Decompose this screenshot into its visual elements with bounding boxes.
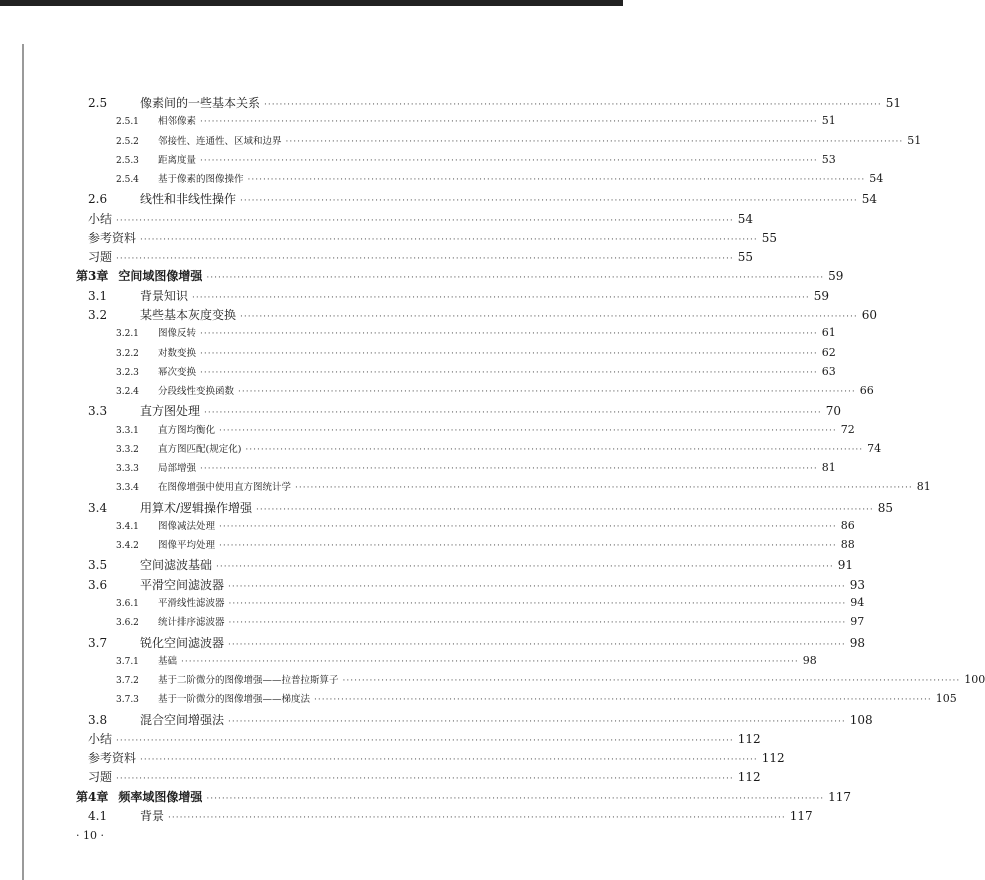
toc-entry[interactable] <box>88 556 854 576</box>
toc-entry-title: 像素间的一些基本关系 <box>140 96 261 110</box>
dot-leader: ································································································································································ <box>204 408 822 419</box>
toc-entry-title: 统计排序滤波器 <box>158 617 225 629</box>
toc-entry[interactable] <box>88 248 754 268</box>
toc-entry[interactable] <box>116 614 865 634</box>
dot-leader: ································································································································································ <box>200 367 818 378</box>
dot-leader: ································································································································································ <box>314 695 932 706</box>
toc-entry[interactable] <box>116 422 855 442</box>
toc-entry-title: 平滑线性滤波器 <box>158 598 225 610</box>
toc-entry[interactable] <box>88 190 878 210</box>
toc-entry[interactable] <box>88 807 813 827</box>
toc-entry-page: 55 <box>761 230 778 245</box>
toc-entry[interactable] <box>88 634 866 654</box>
toc-entry[interactable] <box>76 267 844 287</box>
toc-entry[interactable] <box>88 576 866 596</box>
toc-entry-title: 频率域图像增强 <box>118 789 203 804</box>
toc-entry-number: 2.5.1 <box>116 117 139 128</box>
dot-leader: ································································································································································ <box>240 196 858 207</box>
toc-entry[interactable] <box>116 691 957 711</box>
toc-entry[interactable] <box>116 133 922 153</box>
dot-leader: ································································································································································ <box>228 581 846 592</box>
toc-entry-page: 63 <box>821 364 836 378</box>
toc-entry-number: 3.2.1 <box>116 329 139 340</box>
toc-entry-number: 3.2.3 <box>116 367 139 378</box>
toc-entry-number: 2.5 <box>88 96 108 110</box>
toc-entry-number: 3.4 <box>88 500 108 515</box>
toc-entry-number: 3.6.2 <box>116 618 139 629</box>
toc-entry-page: 93 <box>849 577 866 592</box>
toc-entry[interactable] <box>116 460 836 480</box>
toc-entry-title: 直方图均衡化 <box>158 424 216 436</box>
toc-entry-page: 70 <box>825 404 842 419</box>
toc-entry-number: 第3章 <box>76 269 109 284</box>
toc-entry[interactable] <box>116 383 874 403</box>
toc-entry-page: 51 <box>907 133 922 147</box>
toc-entry-title: 背景知识 <box>140 288 189 303</box>
toc-entry-page: 81 <box>916 480 931 494</box>
toc-entry-page: 100 <box>964 673 985 687</box>
toc-entry-page: 85 <box>877 500 894 515</box>
toc-entry[interactable] <box>116 653 817 673</box>
toc-entry-number: 3.7.3 <box>116 695 139 706</box>
toc-entry-page: 54 <box>737 211 754 226</box>
dot-leader: ································································································································································ <box>256 504 874 515</box>
toc-entry-title: 空间滤波基础 <box>140 558 213 573</box>
toc-entry[interactable] <box>88 499 894 519</box>
dot-leader: ································································································································································ <box>116 254 734 265</box>
dot-leader: ································································································································································ <box>140 234 758 245</box>
toc-entry-page: 112 <box>737 770 761 785</box>
dot-leader: ································································································································································ <box>228 716 846 727</box>
toc-entry-page: 62 <box>821 345 836 359</box>
dot-leader: ································································································································································ <box>116 215 734 226</box>
toc-entry-number: 2.6 <box>88 192 108 207</box>
toc-entry-title: 基于一阶微分的图像增强——梯度法 <box>158 694 311 706</box>
toc-entry[interactable] <box>116 113 836 133</box>
toc-entry-title: 参考资料 <box>88 751 137 766</box>
page-number: · 10 · <box>76 829 104 842</box>
dot-leader: ································································································································································ <box>216 562 834 573</box>
toc-entry-page: 74 <box>867 441 882 455</box>
toc-entry-number: 2.5.2 <box>116 136 139 147</box>
toc-entry-page: 72 <box>840 422 855 436</box>
toc-entry-title: 背景 <box>140 808 165 823</box>
toc-entry-number: 3.8 <box>88 712 108 727</box>
toc-entry[interactable] <box>116 518 855 538</box>
dot-leader: ································································································································································ <box>168 812 786 823</box>
toc-entry-title: 锐化空间滤波器 <box>140 635 225 650</box>
toc-entry-title: 某些基本灰度变换 <box>140 307 237 322</box>
toc-entry-page: 55 <box>737 250 754 265</box>
dot-leader: ································································································································································ <box>219 425 837 436</box>
toc-entry-page: 108 <box>849 712 873 727</box>
toc-entry-number: 3.3.2 <box>116 444 139 455</box>
toc-entry-title: 局部增强 <box>158 463 197 475</box>
toc-entry-title: 参考资料 <box>88 230 137 245</box>
toc-entry[interactable] <box>116 345 836 365</box>
toc-entry-number: 3.6.1 <box>116 599 139 610</box>
dot-leader: ································································································································································ <box>219 541 837 552</box>
toc-entry-title: 图像反转 <box>158 328 197 340</box>
toc-entry-title: 分段线性变换函数 <box>158 386 235 398</box>
toc-entry-title: 基于像素的图像操作 <box>158 174 244 186</box>
toc-entry-title: 用算术/逻辑操作增强 <box>140 500 253 515</box>
toc-entry-page: 117 <box>789 808 813 823</box>
toc-entry-title: 空间域图像增强 <box>118 269 203 284</box>
dot-leader: ································································································································································ <box>206 273 825 284</box>
toc-entry-number: 3.2.4 <box>116 387 139 398</box>
toc-entry-number: 3.7 <box>88 635 108 650</box>
toc-entry-page: 98 <box>802 653 817 667</box>
dot-leader: ································································································································································ <box>116 774 734 785</box>
toc-entry-page: 59 <box>813 288 830 303</box>
dot-leader: ································································································································································ <box>342 676 961 687</box>
toc-entry[interactable] <box>88 749 785 769</box>
toc-entry[interactable] <box>116 672 985 692</box>
toc-entry[interactable] <box>116 537 855 557</box>
toc-entry-page: 88 <box>840 538 855 552</box>
toc-entry[interactable] <box>88 306 878 326</box>
toc-entry-number: 2.5.4 <box>116 175 139 186</box>
toc-entry[interactable] <box>116 364 836 384</box>
dot-leader: ································································································································································ <box>200 329 818 340</box>
dot-leader: ································································································································································ <box>247 175 866 186</box>
toc-entry-page: 51 <box>821 114 836 128</box>
toc-entry-page: 91 <box>837 558 854 573</box>
toc-entry-number: 3.7.1 <box>116 656 139 667</box>
dot-leader: ································································································································································ <box>264 100 882 110</box>
toc-entry-page: 81 <box>821 461 836 475</box>
dot-leader: ································································································································································ <box>200 117 818 128</box>
toc-entry-number: 3.1 <box>88 288 108 303</box>
toc-entry-number: 3.4.2 <box>116 541 139 552</box>
toc-entry[interactable] <box>88 94 902 114</box>
dot-leader: ································································································································································ <box>116 735 734 746</box>
dot-leader: ································································································································································ <box>200 464 818 475</box>
toc-entry-page: 112 <box>737 731 761 746</box>
toc-entry-number: 3.6 <box>88 577 108 592</box>
toc-entry-number: 第4章 <box>76 789 109 804</box>
dot-leader: ································································································································································ <box>238 387 856 398</box>
toc-entry-page: 53 <box>821 152 836 166</box>
toc-entry-title: 相邻像素 <box>158 116 197 128</box>
toc-entry-number: 4.1 <box>88 808 108 823</box>
toc-entry-title: 图像平均处理 <box>158 540 216 552</box>
toc-entry-page: 61 <box>821 326 836 340</box>
dot-leader: ································································································································································ <box>200 155 818 166</box>
toc-entry-number: 3.2 <box>88 307 108 322</box>
dot-leader: ································································································································································ <box>228 599 847 610</box>
toc-entry[interactable] <box>88 402 842 422</box>
toc-entry-number: 2.5.3 <box>116 155 139 166</box>
toc-entry[interactable] <box>76 788 852 808</box>
toc-entry-title: 线性和非线性操作 <box>140 192 237 207</box>
toc-entry[interactable] <box>116 152 836 172</box>
toc-entry-page: 117 <box>828 789 852 804</box>
toc-entry-title: 习题 <box>88 770 113 785</box>
toc-entry-title: 基础 <box>158 655 178 667</box>
toc-entry-title: 在图像增强中使用直方图统计学 <box>158 482 292 494</box>
toc-entry[interactable] <box>116 479 931 499</box>
dot-leader: ································································································································································ <box>228 618 847 629</box>
toc-entry-title: 距离度量 <box>158 154 197 166</box>
toc-entry-number: 3.3.1 <box>116 425 139 436</box>
toc-entry-page: 98 <box>849 635 866 650</box>
dot-leader: ································································································································································ <box>219 521 837 532</box>
toc-entry[interactable] <box>88 229 778 249</box>
dot-leader: ································································································································································ <box>192 292 810 303</box>
dot-leader: ································································································································································ <box>295 483 913 494</box>
toc-entry-page: 54 <box>869 172 884 186</box>
toc-entry-page: 54 <box>861 192 878 207</box>
toc-entry-title: 邻接性、连通性、区域和边界 <box>158 135 282 147</box>
dot-leader: ································································································································································ <box>285 136 904 147</box>
toc-entry-page: 66 <box>859 384 874 398</box>
toc-entry-page: 86 <box>840 518 855 532</box>
toc-entry-title: 小结 <box>88 211 113 226</box>
toc-entry-page: 94 <box>850 596 865 610</box>
toc-entry-title: 对数变换 <box>158 347 197 359</box>
toc-entry-title: 直方图处理 <box>140 404 201 419</box>
toc-entry-page: 51 <box>885 96 902 110</box>
toc-entry-number: 3.3.4 <box>116 483 139 494</box>
dot-leader: ································································································································································ <box>206 793 825 804</box>
toc-entry[interactable] <box>116 325 836 345</box>
toc-entry[interactable] <box>88 210 754 230</box>
dot-leader: ································································································································································ <box>245 444 864 455</box>
toc-entry-title: 图像减法处理 <box>158 520 216 532</box>
toc-entry-title: 基于二阶微分的图像增强——拉普拉斯算子 <box>158 675 339 687</box>
toc-entry-number: 3.7.2 <box>116 676 139 687</box>
toc-entry-title: 混合空间增强法 <box>140 712 225 727</box>
toc-entry-page: 105 <box>935 692 957 706</box>
dot-leader: ································································································································································ <box>228 639 846 650</box>
toc-entry[interactable] <box>116 441 882 461</box>
toc-entry-number: 3.3 <box>88 404 108 419</box>
toc-entry-page: 97 <box>850 615 865 629</box>
toc-entry-title: 直方图匹配(规定化) <box>158 443 242 455</box>
toc-entry[interactable] <box>88 287 830 307</box>
toc-entry[interactable] <box>88 730 761 750</box>
toc-entry-page: 112 <box>761 751 785 766</box>
toc-entry-number: 3.4.1 <box>116 521 139 532</box>
toc-entry-title: 习题 <box>88 250 113 265</box>
toc-entry[interactable] <box>116 171 884 191</box>
dot-leader: ································································································································································ <box>140 755 758 766</box>
toc-entry[interactable] <box>116 595 865 615</box>
toc-entry-title: 小结 <box>88 731 113 746</box>
toc-entry-page: 59 <box>828 269 844 284</box>
toc-entry[interactable] <box>88 711 873 731</box>
dot-leader: ································································································································································ <box>240 311 858 322</box>
toc-entry-number: 3.5 <box>88 558 108 573</box>
toc-entry[interactable] <box>88 768 761 788</box>
toc-entry-title: 幂次变换 <box>158 366 197 378</box>
toc-entry-number: 3.2.2 <box>116 348 139 359</box>
dot-leader: ································································································································································ <box>181 656 799 667</box>
dot-leader: ································································································································································ <box>200 348 818 359</box>
toc-entry-number: 3.3.3 <box>116 464 139 475</box>
toc-entry-page: 60 <box>861 307 878 322</box>
toc-entry-title: 平滑空间滤波器 <box>140 577 225 592</box>
